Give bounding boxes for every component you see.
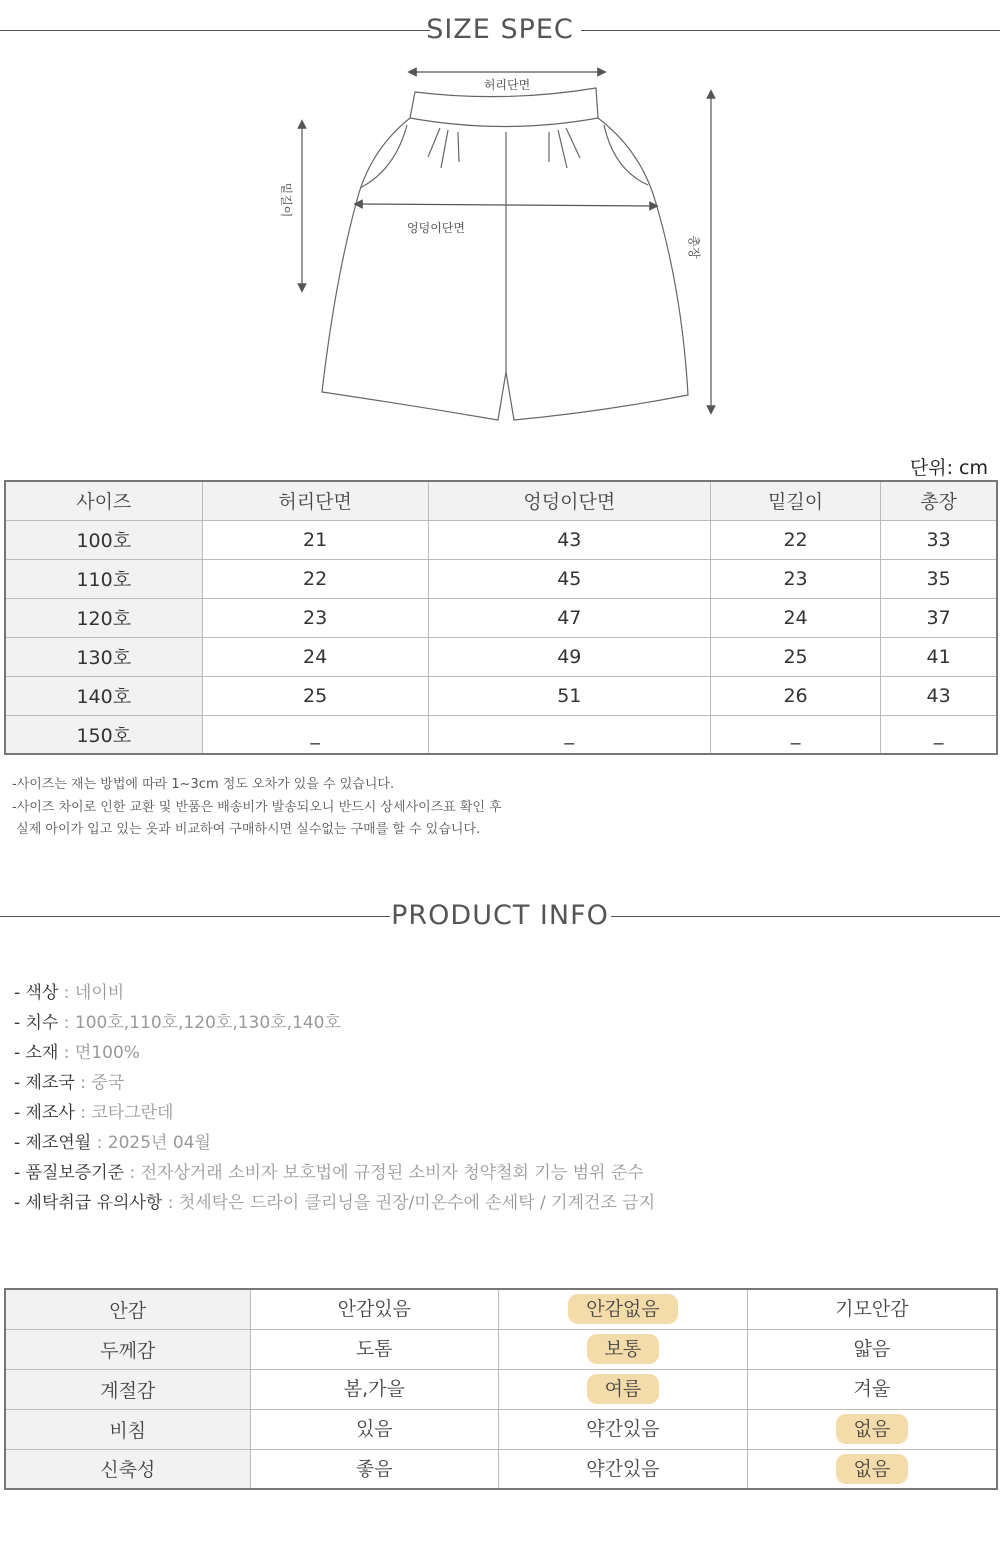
table-row: [5, 637, 997, 676]
shorts-outline: [322, 88, 688, 420]
info-item: - 색상 : 네이비: [14, 983, 125, 1003]
table-cell: 43: [881, 676, 997, 715]
table-cell: 23: [710, 559, 880, 598]
note-line: -사이즈는 재는 방법에 따라 1~3cm 정도 오차가 있을 수 있습니다.: [12, 777, 395, 792]
note-line: -사이즈 차이로 인한 교환 및 반품은 배송비가 발송되오니 반드시 상세사이즈표 확인 후: [12, 799, 502, 815]
table-cell: _: [881, 715, 997, 754]
attribute-option: 있음: [355, 1418, 393, 1440]
rise-label: 밑길이: [279, 182, 293, 218]
size-notes: [12, 774, 502, 842]
attribute-option: 없음: [836, 1454, 909, 1484]
table-row: [5, 520, 997, 559]
table-cell: 120호: [5, 598, 202, 637]
attribute-label: 계절감: [5, 1369, 250, 1409]
table-cell: 49: [428, 637, 710, 676]
attribute-row: [5, 1409, 997, 1449]
table-cell: 47: [428, 598, 710, 637]
attribute-row: [5, 1289, 997, 1329]
table-cell: 140호: [5, 676, 202, 715]
table-header-cell: 엉덩이단면: [428, 481, 710, 520]
info-item: - 품질보증기준 : 전자상거래 소비자 보호법에 규정된 소비자 청약철회 기능 범위 준수: [14, 1163, 644, 1183]
table-cell: 24: [710, 598, 880, 637]
info-item: - 제조국 : 중국: [14, 1073, 125, 1093]
table-cell: 35: [881, 559, 997, 598]
table-cell: 150호: [5, 715, 202, 754]
size-spec-header: [0, 15, 1000, 45]
attribute-option: 봄,가을: [343, 1378, 405, 1400]
table-cell: 23: [202, 598, 428, 637]
attribute-option: 기모안감: [835, 1298, 909, 1321]
info-item: - 제조연월 : 2025년 04월: [14, 1133, 211, 1153]
table-cell: _: [202, 715, 428, 754]
attribute-option: 좋음: [355, 1457, 393, 1480]
attribute-option: 겨울: [853, 1378, 891, 1400]
table-cell: 110호: [5, 559, 202, 598]
table-cell: 25: [710, 637, 880, 676]
attribute-row: [5, 1449, 997, 1489]
attribute-option: 여름: [587, 1374, 660, 1404]
shorts-measurement-diagram: [0, 55, 1000, 435]
table-cell: 22: [202, 559, 428, 598]
attribute-option: 약간있음: [586, 1418, 660, 1440]
length-label: 총장: [687, 235, 701, 259]
table-header-cell: 밑길이: [710, 481, 880, 520]
product-info-title: PRODUCT INFO: [391, 900, 609, 931]
table-cell: 26: [710, 676, 880, 715]
product-info-list: [14, 978, 655, 1218]
table-cell: 130호: [5, 637, 202, 676]
table-cell: 41: [881, 637, 997, 676]
info-item: - 제조사 : 코타그란데: [14, 1103, 174, 1123]
table-cell: 24: [202, 637, 428, 676]
table-cell: _: [428, 715, 710, 754]
table-header-cell: 사이즈: [5, 481, 202, 520]
attribute-option: 약간있음: [586, 1457, 660, 1480]
attribute-row: [5, 1369, 997, 1409]
table-cell: 45: [428, 559, 710, 598]
table-header-row: [5, 481, 997, 520]
info-item: - 세탁취급 유의사항 : 첫세탁은 드라이 클리닝을 권장/미온수에 손세탁 / 기계건조 금지: [14, 1193, 656, 1213]
table-cell: 25: [202, 676, 428, 715]
table-cell: 21: [202, 520, 428, 559]
attribute-label: 비침: [5, 1409, 250, 1449]
table-cell: 37: [881, 598, 997, 637]
waist-label: 허리단면: [483, 78, 531, 92]
size-table: [4, 480, 998, 755]
table-row: [5, 559, 997, 598]
attribute-option: 보통: [587, 1334, 660, 1364]
attribute-option: 없음: [836, 1414, 909, 1444]
info-item: - 소재 : 면100%: [14, 1043, 140, 1063]
table-cell: 43: [428, 520, 710, 559]
hip-label: 엉덩이단면: [407, 221, 465, 235]
attribute-option: 안감있음: [337, 1298, 412, 1321]
table-header-cell: 총장: [881, 481, 997, 520]
table-row: [5, 715, 997, 754]
attribute-option: 안감없음: [568, 1294, 677, 1324]
note-line: 실제 아이가 입고 있는 옷과 비교하여 구매하시면 실수없는 구매를 할 수 있습니다.: [12, 822, 481, 837]
table-header-cell: 허리단면: [202, 481, 428, 520]
table-cell: 22: [710, 520, 880, 559]
table-cell: _: [710, 715, 880, 754]
product-info-header: [0, 901, 1000, 931]
table-row: [5, 598, 997, 637]
attribute-label: 안감: [5, 1289, 250, 1329]
info-item: - 치수 : 100호,110호,120호,130호,140호: [14, 1013, 341, 1033]
attribute-label: 신축성: [5, 1449, 250, 1489]
attribute-label: 두께감: [5, 1329, 250, 1369]
attribute-table: [4, 1288, 998, 1490]
attribute-row: [5, 1329, 997, 1369]
table-cell: 33: [881, 520, 997, 559]
table-cell: 51: [428, 676, 710, 715]
attribute-option: 도톰: [355, 1338, 393, 1360]
attribute-option: 얇음: [853, 1338, 891, 1360]
unit-label: 단위: cm: [909, 457, 988, 479]
size-spec-title: SIZE SPEC: [426, 14, 574, 45]
table-row: [5, 676, 997, 715]
table-cell: 100호: [5, 520, 202, 559]
